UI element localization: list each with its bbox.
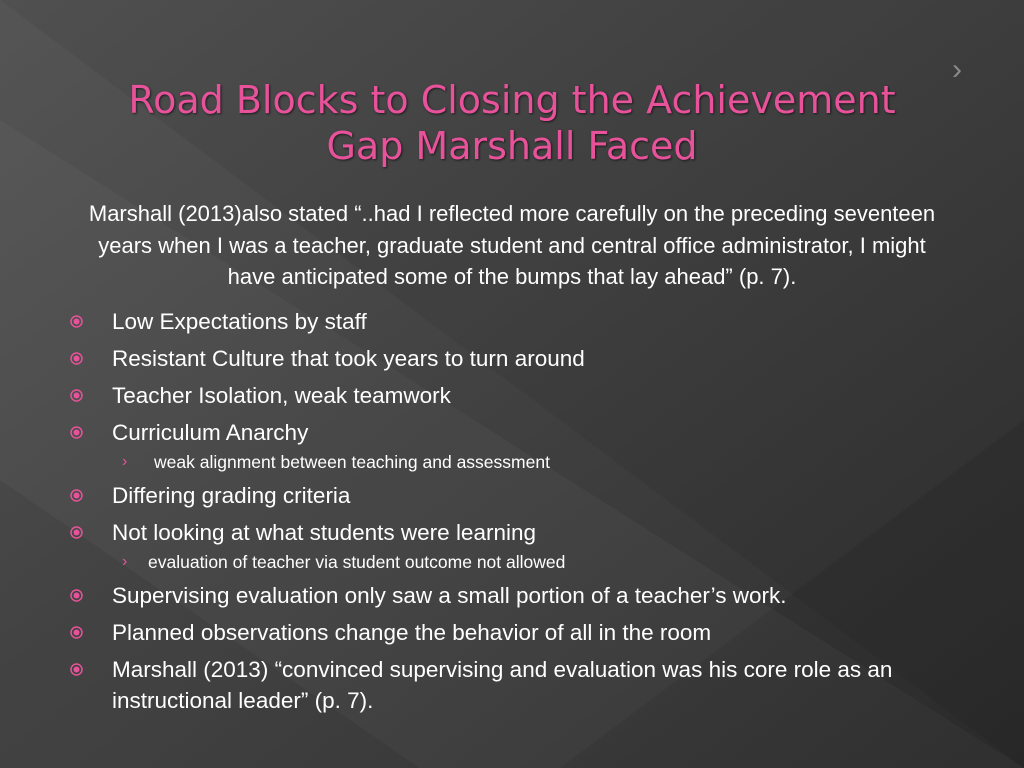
list-item [70,480,970,511]
slide-title [40,77,984,169]
bullet-text: Marshall (2013) “convinced supervising and evaluation was his core role as an instructional leader” (p. 7). [112,657,893,713]
list-item [70,580,970,611]
bullet-list [70,306,970,722]
list-item [70,380,970,411]
sub-bullet-chevron-icon: › [122,453,128,470]
sub-bullet-text: evaluation of teacher via student outcome not allowed [148,552,566,572]
bullet-icon [70,389,83,402]
bullet-text: Supervising evaluation only saw a small portion of a teacher’s work. [112,583,787,608]
bullet-text: Curriculum Anarchy [112,420,309,445]
bullet-icon [70,663,83,676]
bullet-text: Not looking at what students were learning [112,520,536,545]
bullet-text: Teacher Isolation, weak teamwork [112,383,451,408]
title-line-2: Gap Marshall Faced [326,124,698,169]
bullet-text: Low Expectations by staff [112,309,367,334]
bullet-icon [70,526,83,539]
title-line-1: Road Blocks to Closing the Achievement [128,78,896,123]
list-item [70,617,970,648]
bullet-icon [70,489,83,502]
bullet-icon [70,352,83,365]
bullet-icon [70,426,83,439]
bullet-text: Planned observations change the behavior of all in the room [112,620,712,645]
sub-bullet-text: weak alignment between teaching and assessment [154,452,550,472]
list-item [70,654,970,716]
bullet-icon [70,626,83,639]
list-item [70,343,970,374]
list-item [70,417,970,474]
bullet-text: Differing grading criteria [112,483,351,508]
list-item [70,517,970,574]
chevron-right-icon: › [952,53,962,86]
bullet-icon [70,589,83,602]
intro-quote: Marshall (2013)also stated “..had I reflected more carefully on the preceding seventeen years when I was a teacher, graduate student and central office administrator, I might have anticipated some of the bumps that lay ahead” (p. 7). [88,201,936,289]
bullet-icon [70,315,83,328]
bullet-text: Resistant Culture that took years to turn around [112,346,585,371]
sub-bullet-chevron-icon: › [122,553,128,570]
sub-bullet [70,450,970,474]
sub-bullet [70,550,970,574]
list-item [70,306,970,337]
